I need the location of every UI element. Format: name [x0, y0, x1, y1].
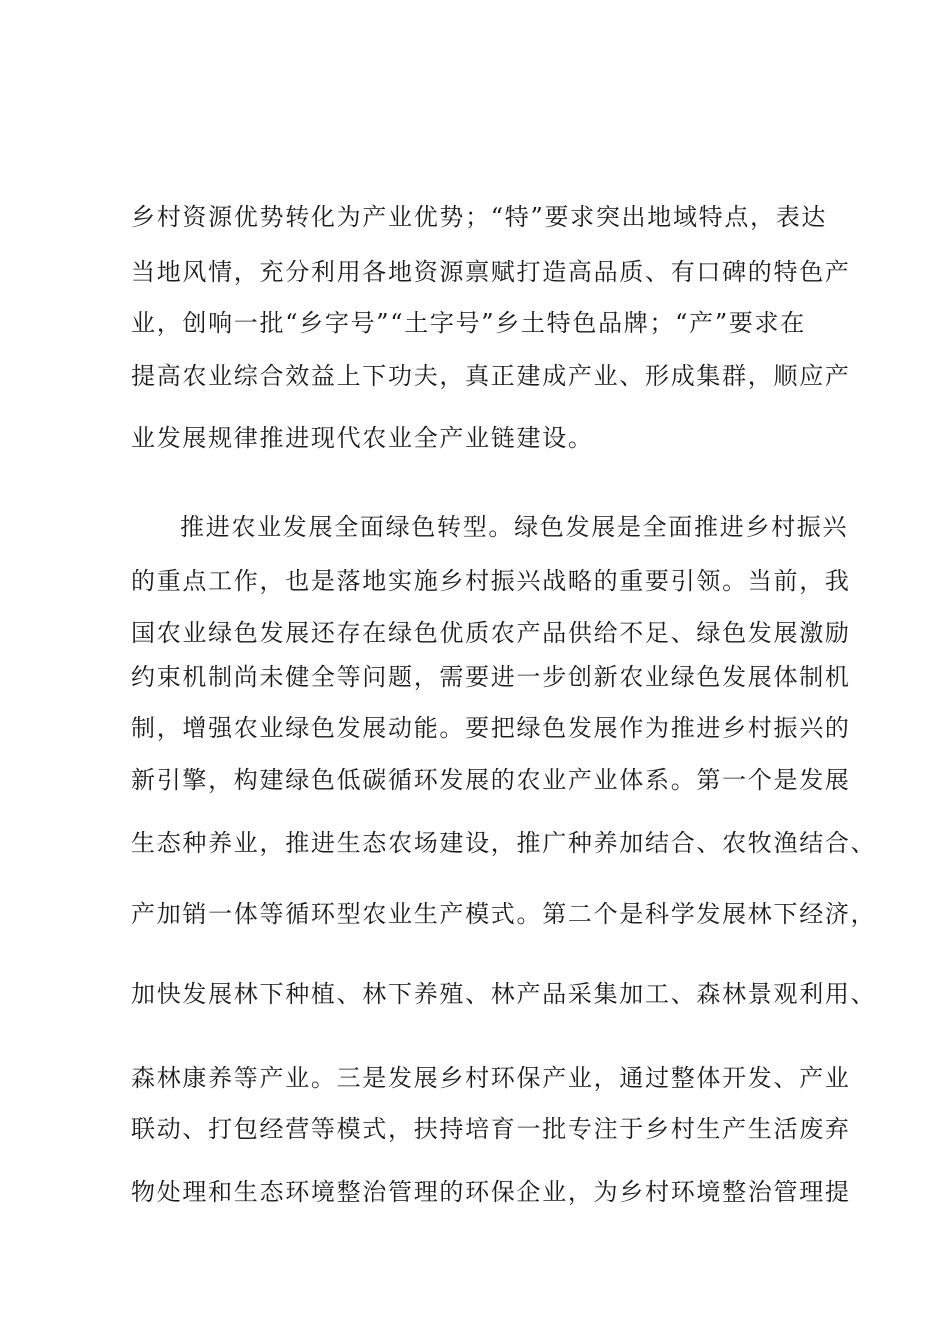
text-line: 提高农业综合效益上下功夫，真正建成产业、形成集群，顺应产 [131, 362, 851, 390]
text-line: 联动、打包经营等模式，扶持培育一批专注于乡村生产生活废弃 [131, 1115, 851, 1143]
text-line: 生态种养业，推进生态农场建设，推广种养加结合、农牧渔结合、 [131, 829, 877, 857]
text-line: 推进农业发展全面绿色转型。绿色发展是全面推进乡村振兴 [180, 513, 849, 541]
text-line: 森林康养等产业。三是发展乡村环保产业，通过整体开发、产业 [131, 1064, 851, 1092]
text-line: 业发展规律推进现代农业全产业链建设。 [131, 424, 594, 452]
text-line: 的重点工作，也是落地实施乡村振兴战略的重要引领。当前，我 [131, 567, 851, 595]
text-line: 国农业绿色发展还存在绿色优质农产品供给不足、绿色发展激励 [131, 619, 851, 647]
text-line: 业，创响一批“乡字号”“土字号”乡土特色品牌；“产”要求在 [131, 309, 806, 337]
text-line: 约束机制尚未健全等问题，需要进一步创新农业绿色发展体制机 [131, 663, 851, 691]
text-line: 当地风情，充分利用各地资源禀赋打造高品质、有口碑的特色产 [131, 258, 851, 286]
text-line: 产加销一体等循环型农业生产模式。第二个是科学发展林下经济， [131, 900, 877, 928]
text-line: 物处理和生态环境整治管理的环保企业，为乡村环境整治管理提 [131, 1178, 851, 1206]
text-line: 新引擎，构建绿色低碳循环发展的农业产业体系。第一个是发展 [131, 766, 851, 794]
text-line: 乡村资源优势转化为产业优势；“特”要求突出地域特点，表达 [131, 203, 828, 231]
text-line: 加快发展林下种植、林下养殖、林产品采集加工、森林景观利用、 [131, 980, 877, 1008]
text-line: 制，增强农业绿色发展动能。要把绿色发展作为推进乡村振兴的 [131, 714, 851, 742]
